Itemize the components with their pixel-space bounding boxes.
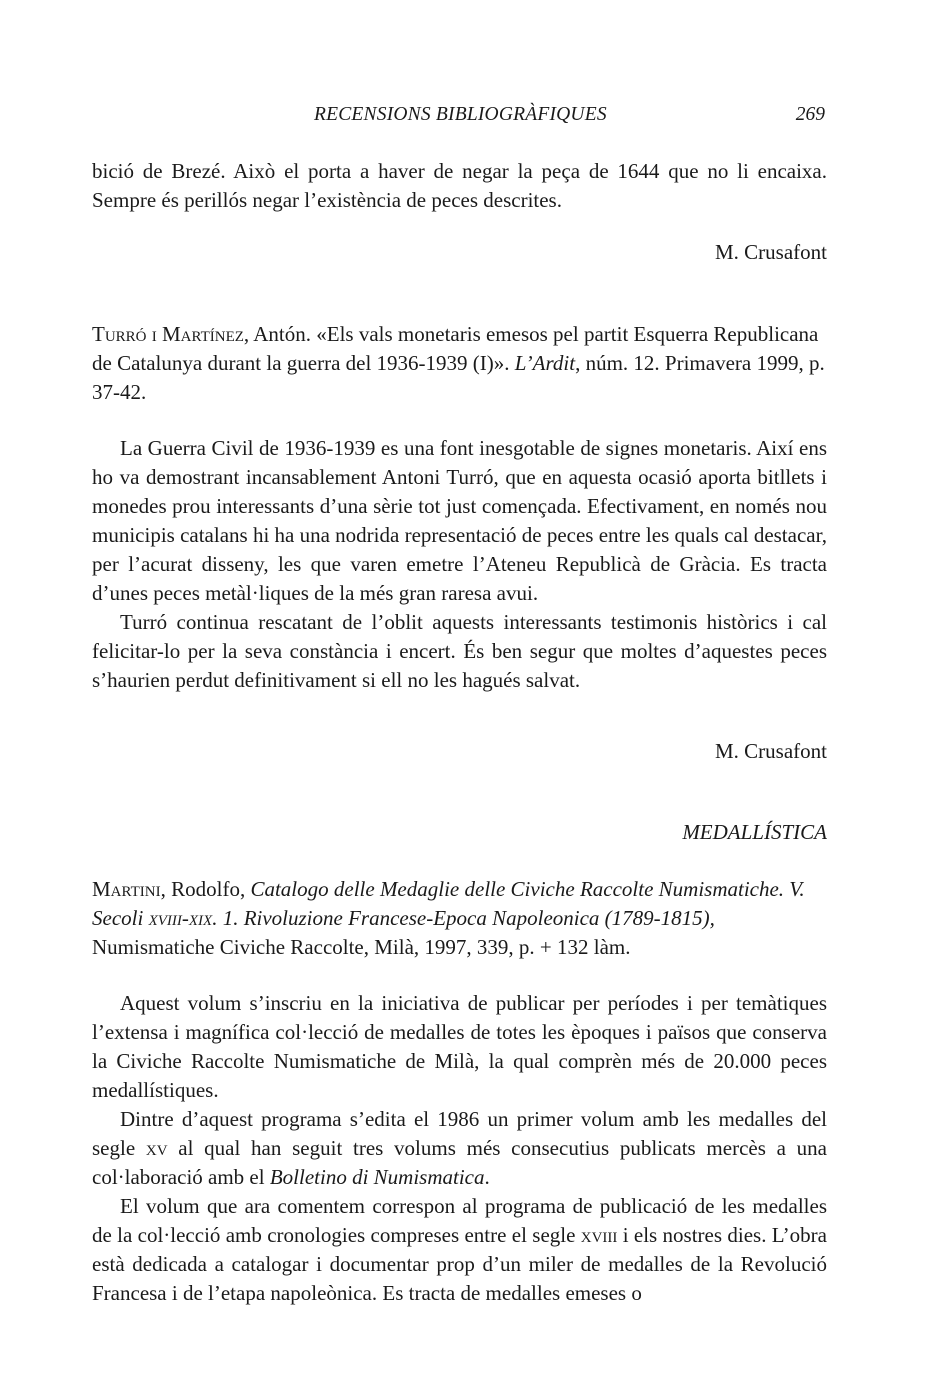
page-number: 269: [795, 104, 825, 125]
text-run: i els nostres dies. L’obra està dedicada a catalogar i documentar prop d’un miler de medalles de la Revolució Francesa i de l’etapa napoleònica. Es tracta de medalles emeses o: [92, 1223, 827, 1305]
century-numeral: xviii: [580, 1223, 618, 1247]
review-paragraph: [92, 1192, 827, 1308]
continued-paragraph: bició de Brezé. Això el porta a haver de negar la peça de 1644 que no li encaixa. Sempre és perillós negar l’existència de peces descrites.: [92, 159, 827, 212]
citation-text: [92, 320, 827, 407]
review-paragraph: [92, 1105, 827, 1192]
review-paragraph: Aquest volum s’inscriu en la iniciativa de publicar per períodes i per temàtiques l’extensa i magnífica col·lecció de medalles de totes les èpoques i països que conserva la Civiche Raccolte Numismatiche de Milà, la qual comprèn més de 20.000 peces medallístiques.: [92, 991, 827, 1102]
running-title: RECENSIONS BIBLIOGRÀFIQUES: [314, 104, 607, 125]
signature-block-1: [92, 238, 827, 267]
book-review-body: [92, 989, 827, 1308]
text-run: al qual han seguit tres volums més consecutius publicats mercès a una col·laboració amb el: [92, 1136, 827, 1189]
author-forename: , Rodolfo,: [160, 877, 251, 901]
journal-title: L’Ardit: [514, 351, 576, 375]
review-citation: [92, 320, 827, 407]
author-surname: Martini: [92, 877, 161, 901]
review-paragraph: La Guerra Civil de 1936-1939 es una font inesgotable de signes monetaris. Així ens ho va demostrant incansablement Antoni Turró, que en aquesta ocasió aporta bitllets i monedes prou interessants d’una sèrie tot just començada. Efectivament, en només nou municipis catalans hi ha una nodrida representació de peces entre les quals cal destacar, per l’acurat disseny, les que varen emetre l’Ateneu Republicà de Gràcia. Es tracta d’unes peces metàl·liques de la més gran raresa avui.: [92, 436, 828, 605]
page-header: [92, 100, 827, 130]
citation-text: [92, 875, 827, 962]
section-heading: MEDALLÍSTICA: [682, 820, 827, 844]
publication-details: Numismatiche Civiche Raccolte, Milà, 1997, 339, p. + 132 làm.: [92, 935, 631, 959]
review-paragraph: Turró continua rescatant de l’oblit aquests interessants testimonis històrics i cal felicitar-lo per la seva constància i encert. És ben segur que moltes d’aquestes peces s’haurien perdut definitivament si ell no les hagués salvat.: [92, 610, 827, 692]
author-surname: Turró i Martínez: [92, 322, 244, 346]
book-title-part: . 1. Rivoluzione Francese-Epoca Napoleonica (1789-1815),: [212, 906, 715, 930]
review-signature: M. Crusafont: [715, 240, 827, 264]
book-title-part: Catalogo delle Medaglie delle Civiche Raccolte Numismatiche. V. Secoli: [92, 877, 805, 930]
review-body: [92, 434, 827, 695]
author-and-title: , Antón. «Els vals monetaris emesos pel partit Esquerra Republicana de Catalunya durant la guerra del 1936-1939 (I)».: [92, 322, 819, 375]
text-run: .: [484, 1165, 490, 1189]
citation-details: , núm. 12. Primavera 1999, p. 37-42.: [92, 351, 825, 404]
journal-title: Bolletino di Numismatica: [269, 1165, 485, 1189]
century-numeral: xv: [145, 1136, 168, 1160]
continued-review: [92, 157, 827, 215]
review-signature: M. Crusafont: [715, 739, 827, 763]
text-run: El volum que ara comentem correspon al programa de publicació de les medalles de la col·lecció amb cronologies compreses entre el segle: [92, 1194, 827, 1247]
book-title-century: xviii-xix: [148, 906, 213, 930]
signature-block-2: [92, 737, 827, 766]
text-run: Dintre d’aquest programa s’edita el 1986 un primer volum amb les medalles del segle: [92, 1107, 827, 1160]
book-citation: [92, 875, 827, 962]
section-heading-block: [92, 818, 827, 847]
